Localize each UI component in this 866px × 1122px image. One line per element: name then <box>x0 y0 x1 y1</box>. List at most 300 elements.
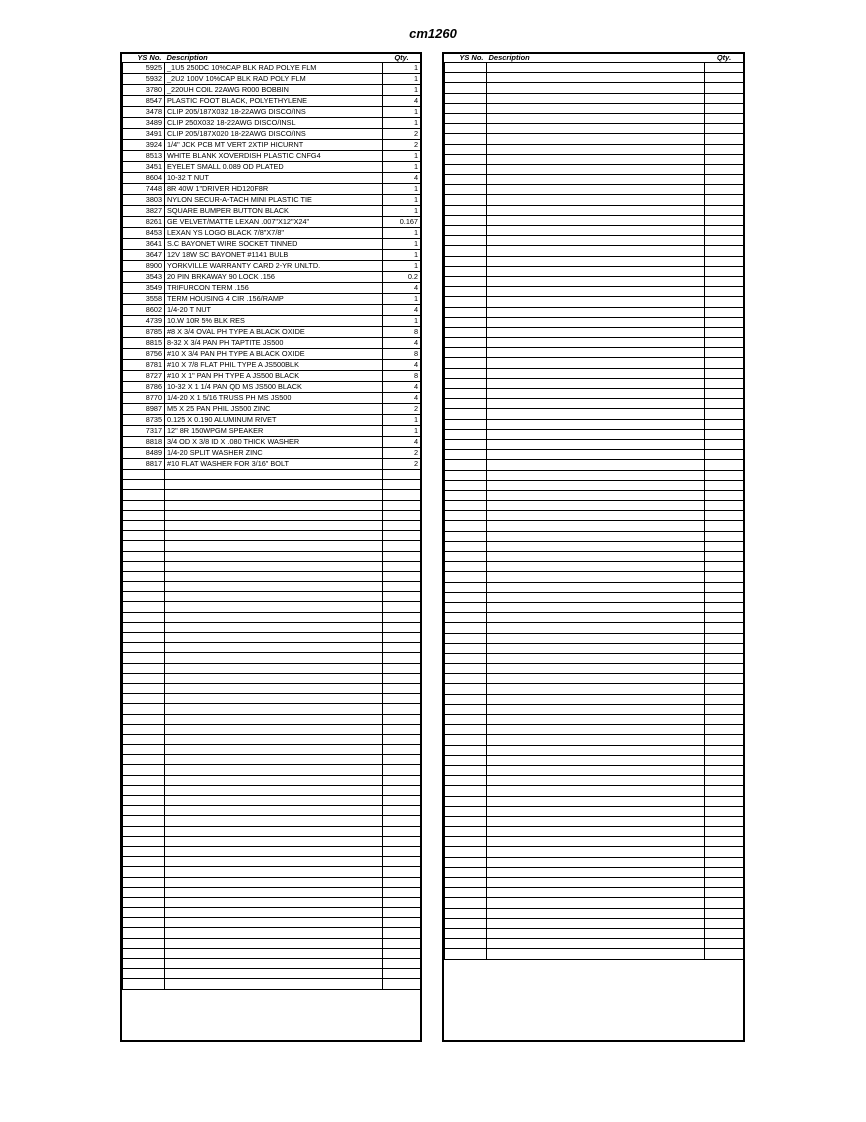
table-row <box>445 918 744 928</box>
qty-cell: 1 <box>383 162 421 173</box>
qty-cell: 1 <box>383 426 421 437</box>
description-cell <box>487 389 705 399</box>
ys-no-cell <box>445 643 487 653</box>
ys-no-cell <box>445 266 487 276</box>
description-cell <box>487 93 705 103</box>
description-cell: 3/4 OD X 3/8 ID X .080 THICK WASHER <box>165 437 383 448</box>
description-cell <box>487 602 705 612</box>
description-cell <box>165 673 383 683</box>
description-cell <box>487 531 705 541</box>
ys-no-cell: 3803 <box>123 195 165 206</box>
table-row <box>123 173 421 184</box>
qty-cell <box>705 246 744 256</box>
table-row <box>123 643 421 653</box>
qty-cell <box>705 816 744 826</box>
table-row <box>445 867 744 877</box>
table-row <box>123 283 421 294</box>
table-row <box>445 796 744 806</box>
description-cell <box>487 439 705 449</box>
table-row <box>445 83 744 93</box>
qty-cell <box>383 663 421 673</box>
qty-cell <box>705 134 744 144</box>
description-cell <box>165 653 383 663</box>
description-cell <box>487 226 705 236</box>
description-cell <box>487 338 705 348</box>
ys-no-cell <box>445 195 487 205</box>
description-cell <box>165 938 383 948</box>
description-cell <box>165 633 383 643</box>
table-row <box>445 521 744 531</box>
table-row <box>123 217 421 228</box>
ys-no-cell <box>123 633 165 643</box>
table-row <box>445 511 744 521</box>
qty-cell <box>383 673 421 683</box>
table-row <box>123 415 421 426</box>
description-header: Description <box>488 53 530 62</box>
ys-no-cell <box>123 470 165 480</box>
ys-no-cell <box>123 724 165 734</box>
ys-no-cell: 8770 <box>123 393 165 404</box>
description-cell <box>165 683 383 693</box>
qty-cell <box>705 358 744 368</box>
qty-cell <box>705 205 744 215</box>
table-row <box>445 664 744 674</box>
ys-no-cell: 3451 <box>123 162 165 173</box>
table-row <box>445 613 744 623</box>
ys-no-cell: 8781 <box>123 360 165 371</box>
ys-no-cell <box>445 460 487 470</box>
table-row <box>445 490 744 500</box>
ys-no-cell <box>123 979 165 989</box>
qty-cell: 4 <box>383 437 421 448</box>
description-cell <box>487 796 705 806</box>
table-row <box>445 725 744 735</box>
description-cell <box>165 765 383 775</box>
table-row <box>445 470 744 480</box>
ys-no-cell <box>445 124 487 134</box>
table-row <box>123 561 421 571</box>
table-row <box>123 63 421 74</box>
table-row <box>445 266 744 276</box>
description-cell <box>165 724 383 734</box>
qty-cell <box>705 796 744 806</box>
table-row <box>445 73 744 83</box>
table-row <box>445 215 744 225</box>
table-row <box>445 63 744 73</box>
parts-list-right <box>442 52 745 1042</box>
ys-no-cell: 8547 <box>123 96 165 107</box>
table-row <box>123 480 421 490</box>
table-row <box>123 592 421 602</box>
ys-no-cell <box>445 674 487 684</box>
table-row <box>123 426 421 437</box>
qty-cell <box>705 613 744 623</box>
ys-no-cell <box>445 562 487 572</box>
ys-no-cell: 3478 <box>123 107 165 118</box>
description-cell <box>487 949 705 959</box>
ys-no-cell: 8756 <box>123 349 165 360</box>
description-cell <box>487 256 705 266</box>
ys-no-cell <box>123 918 165 928</box>
table-row <box>123 541 421 551</box>
table-row <box>445 450 744 460</box>
ys-no-cell <box>445 256 487 266</box>
table-row <box>123 959 421 969</box>
description-cell <box>165 948 383 958</box>
ys-no-cell: 8900 <box>123 261 165 272</box>
ys-no-cell: 8727 <box>123 371 165 382</box>
description-cell <box>165 775 383 785</box>
qty-cell: 4 <box>383 283 421 294</box>
qty-cell <box>705 837 744 847</box>
table-row <box>123 118 421 129</box>
description-cell <box>487 623 705 633</box>
description-cell <box>487 134 705 144</box>
description-cell <box>165 571 383 581</box>
description-cell <box>487 633 705 643</box>
ys-no-cell <box>123 571 165 581</box>
ys-no-cell <box>445 531 487 541</box>
ys-no-cell <box>445 93 487 103</box>
table-row <box>123 294 421 305</box>
description-cell <box>165 867 383 877</box>
table-row <box>445 327 744 337</box>
ys-no-cell <box>123 683 165 693</box>
description-cell <box>165 480 383 490</box>
qty-cell <box>383 571 421 581</box>
description-cell <box>165 796 383 806</box>
ys-no-cell <box>445 399 487 409</box>
ys-no-cell <box>123 602 165 612</box>
description-cell <box>487 715 705 725</box>
table-row <box>445 439 744 449</box>
qty-cell <box>705 541 744 551</box>
table-row <box>445 409 744 419</box>
table-row <box>123 734 421 744</box>
ys-no-cell <box>123 857 165 867</box>
ys-no-cell <box>445 715 487 725</box>
qty-cell <box>705 939 744 949</box>
ys-no-cell <box>445 684 487 694</box>
table-row <box>445 307 744 317</box>
qty-cell <box>705 501 744 511</box>
qty-cell: 8 <box>383 349 421 360</box>
qty-cell <box>383 846 421 856</box>
qty-cell <box>383 653 421 663</box>
ys-no-cell <box>445 113 487 123</box>
table-row <box>445 816 744 826</box>
description-cell <box>487 755 705 765</box>
ys-no-cell <box>123 653 165 663</box>
qty-cell: 1 <box>383 206 421 217</box>
table-row <box>445 93 744 103</box>
qty-cell <box>383 734 421 744</box>
table-row <box>123 836 421 846</box>
ys-no-cell <box>445 521 487 531</box>
table-row <box>445 205 744 215</box>
description-cell <box>165 694 383 704</box>
table-row <box>445 195 744 205</box>
table-row <box>123 775 421 785</box>
qty-cell <box>705 633 744 643</box>
qty-cell: 1 <box>383 250 421 261</box>
table-row <box>445 389 744 399</box>
ys-no-cell <box>445 878 487 888</box>
qty-cell: 4 <box>383 96 421 107</box>
ys-no-cell <box>123 969 165 979</box>
description-cell <box>165 622 383 632</box>
ys-no-cell <box>445 602 487 612</box>
table-row <box>445 236 744 246</box>
description-cell <box>165 908 383 918</box>
table-row <box>123 694 421 704</box>
table-row <box>123 653 421 663</box>
qty-cell: 1 <box>383 195 421 206</box>
table-row <box>445 827 744 837</box>
description-cell <box>487 867 705 877</box>
table-row <box>123 305 421 316</box>
description-cell <box>487 470 705 480</box>
description-cell: 1/4-20 T NUT <box>165 305 383 316</box>
ys-no-cell <box>445 83 487 93</box>
qty-cell: 2 <box>383 459 421 470</box>
qty-cell <box>383 510 421 520</box>
table-row <box>123 745 421 755</box>
qty-cell <box>705 409 744 419</box>
table-row <box>445 837 744 847</box>
description-cell <box>165 592 383 602</box>
ys-no-cell: 8735 <box>123 415 165 426</box>
table-row <box>123 382 421 393</box>
qty-cell <box>383 490 421 500</box>
qty-cell <box>383 724 421 734</box>
description-cell: M5 X 25 PAN PHIL JS500 ZINC <box>165 404 383 415</box>
table-row <box>123 470 421 480</box>
ys-no-cell <box>123 582 165 592</box>
description-cell <box>487 786 705 796</box>
qty-cell <box>383 694 421 704</box>
table-row <box>123 948 421 958</box>
ys-no-cell <box>123 806 165 816</box>
ys-no-cell <box>445 898 487 908</box>
ys-no-cell <box>445 63 487 73</box>
qty-cell <box>383 785 421 795</box>
table-row <box>123 140 421 151</box>
qty-cell <box>705 419 744 429</box>
description-cell <box>487 847 705 857</box>
description-cell <box>487 562 705 572</box>
qty-cell <box>705 429 744 439</box>
ys-no-cell <box>123 490 165 500</box>
table-row <box>445 704 744 714</box>
qty-cell <box>705 674 744 684</box>
description-cell <box>487 358 705 368</box>
ys-no-cell <box>445 552 487 562</box>
table-row <box>123 371 421 382</box>
qty-cell <box>705 83 744 93</box>
description-cell <box>487 368 705 378</box>
description-cell <box>165 979 383 989</box>
description-cell <box>487 215 705 225</box>
table-row <box>445 888 744 898</box>
qty-cell: 1 <box>383 85 421 96</box>
description-cell: 10-32 T NUT <box>165 173 383 184</box>
qty-cell <box>383 979 421 989</box>
qty-cell <box>705 317 744 327</box>
qty-cell <box>705 755 744 765</box>
ys-no-cell <box>123 959 165 969</box>
description-cell: SQUARE BUMPER BUTTON BLACK <box>165 206 383 217</box>
ys-no-cell: 8785 <box>123 327 165 338</box>
table-row <box>445 501 744 511</box>
ys-no-cell <box>445 144 487 154</box>
description-cell <box>487 63 705 73</box>
description-cell <box>487 725 705 735</box>
qty-cell <box>383 877 421 887</box>
description-cell: #10 FLAT WASHER FOR 3/16" BOLT <box>165 459 383 470</box>
description-cell <box>487 572 705 582</box>
ys-no-cell <box>123 765 165 775</box>
qty-cell: 2 <box>383 404 421 415</box>
qty-cell <box>705 154 744 164</box>
description-cell <box>487 857 705 867</box>
ys-no-cell: 8818 <box>123 437 165 448</box>
ys-no-cell <box>123 938 165 948</box>
qty-cell <box>383 520 421 530</box>
table-row <box>123 327 421 338</box>
table-row <box>445 745 744 755</box>
description-cell: 10-32 X 1 1/4 PAN QD MS JS500 BLACK <box>165 382 383 393</box>
ys-no-cell: 3489 <box>123 118 165 129</box>
qty-cell <box>383 470 421 480</box>
qty-cell: 4 <box>383 338 421 349</box>
qty-cell <box>705 490 744 500</box>
description-cell: 1/4" JCK PCB MT VERT 2XTIP HICURNT <box>165 140 383 151</box>
qty-cell <box>705 735 744 745</box>
ys-no-cell <box>445 694 487 704</box>
description-cell <box>487 694 705 704</box>
qty-cell: 4 <box>383 173 421 184</box>
table-row <box>445 633 744 643</box>
description-cell <box>487 348 705 358</box>
qty-cell <box>705 348 744 358</box>
ys-no-cell <box>123 877 165 887</box>
ys-no-cell <box>445 409 487 419</box>
table-row <box>123 928 421 938</box>
description-cell <box>487 164 705 174</box>
ys-no-cell <box>123 714 165 724</box>
description-cell <box>487 582 705 592</box>
table-row <box>445 643 744 653</box>
qty-cell <box>705 918 744 928</box>
qty-cell <box>705 93 744 103</box>
table-row <box>445 164 744 174</box>
ys-no-cell <box>445 572 487 582</box>
description-cell <box>487 236 705 246</box>
qty-cell <box>705 460 744 470</box>
ys-no-cell <box>445 490 487 500</box>
ys-no-cell <box>445 154 487 164</box>
qty-header: Qty. <box>394 53 409 62</box>
ys-no-cell <box>445 297 487 307</box>
table-row <box>445 113 744 123</box>
ys-no-cell <box>123 480 165 490</box>
table-row <box>123 338 421 349</box>
table-row <box>445 175 744 185</box>
description-cell <box>487 307 705 317</box>
qty-cell <box>705 684 744 694</box>
description-cell <box>487 928 705 938</box>
qty-cell <box>383 745 421 755</box>
qty-cell <box>705 113 744 123</box>
description-cell <box>487 918 705 928</box>
table-row <box>445 429 744 439</box>
description-cell <box>487 878 705 888</box>
ys-no-cell <box>445 806 487 816</box>
table-row <box>445 185 744 195</box>
ys-no-cell <box>445 888 487 898</box>
qty-cell <box>705 888 744 898</box>
description-cell <box>487 195 705 205</box>
description-cell: #10 X 3/4 PAN PH TYPE A BLACK OXIDE <box>165 349 383 360</box>
description-cell <box>487 490 705 500</box>
ys-no-cell <box>445 338 487 348</box>
ys-no-cell <box>123 531 165 541</box>
qty-cell <box>705 827 744 837</box>
description-cell <box>165 806 383 816</box>
table-row <box>123 360 421 371</box>
qty-cell <box>705 531 744 541</box>
qty-cell <box>705 480 744 490</box>
description-cell <box>165 755 383 765</box>
table-row <box>445 460 744 470</box>
qty-cell <box>705 185 744 195</box>
ys-no-cell <box>123 846 165 856</box>
qty-cell: 1 <box>383 261 421 272</box>
description-cell <box>487 246 705 256</box>
table-row <box>123 459 421 470</box>
table-row <box>123 129 421 140</box>
ys-no-cell <box>123 734 165 744</box>
description-cell: _220UH COIL 22AWG R000 BOBBIN <box>165 85 383 96</box>
table-row <box>123 206 421 217</box>
table-row <box>445 297 744 307</box>
qty-cell: 1 <box>383 184 421 195</box>
ys-no-cell <box>445 939 487 949</box>
description-cell <box>487 816 705 826</box>
description-cell: GE VELVET/MATTE LEXAN .007"X12"X24" <box>165 217 383 228</box>
table-row <box>123 272 421 283</box>
table-header-row <box>123 54 421 63</box>
qty-cell <box>705 867 744 877</box>
qty-cell <box>705 144 744 154</box>
description-cell <box>487 450 705 460</box>
ys-no-header: YS No. <box>459 53 484 62</box>
qty-cell: 1 <box>383 228 421 239</box>
table-row <box>445 572 744 582</box>
qty-cell: 1 <box>383 239 421 250</box>
description-cell <box>165 602 383 612</box>
ys-no-cell <box>445 592 487 602</box>
qty-cell: 0.2 <box>383 272 421 283</box>
qty-cell <box>383 887 421 897</box>
qty-cell <box>705 715 744 725</box>
description-cell <box>165 612 383 622</box>
ys-no-cell <box>445 735 487 745</box>
table-row <box>123 404 421 415</box>
qty-cell <box>705 399 744 409</box>
table-row <box>123 683 421 693</box>
